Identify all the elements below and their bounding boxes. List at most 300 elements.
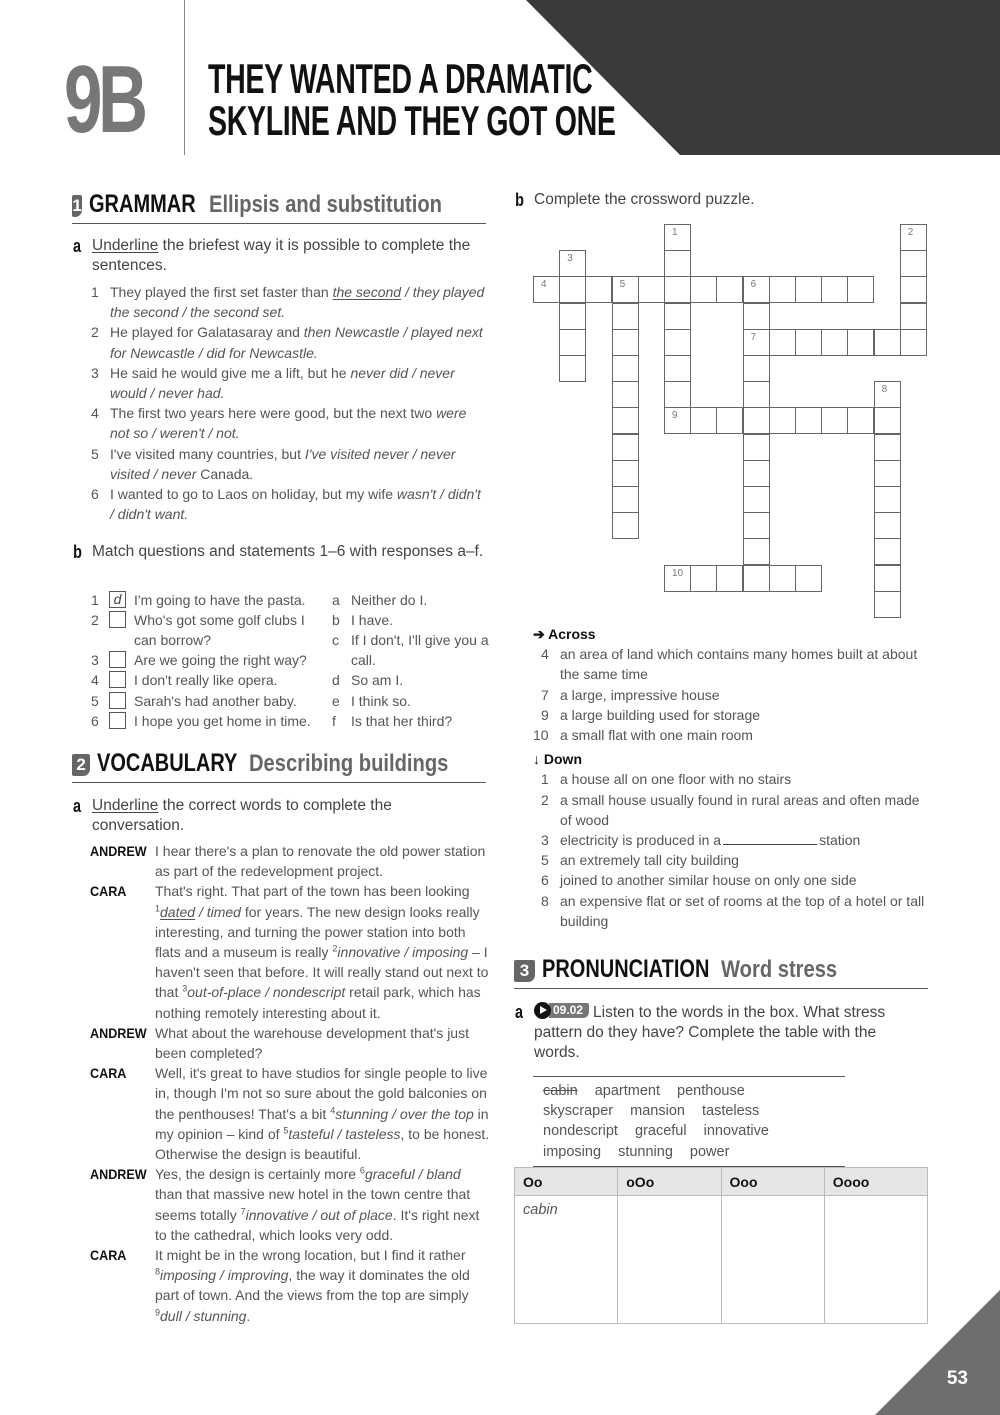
clue-number: 2 <box>907 227 914 238</box>
crossword-cell[interactable] <box>900 303 927 330</box>
crossword-cell[interactable] <box>874 460 901 487</box>
matching-question <box>91 670 326 690</box>
answer-options[interactable]: were not so / weren't / not. <box>110 405 467 442</box>
gap-number: 5 <box>283 1125 289 1136</box>
section-subtitle: Ellipsis and substitution <box>208 191 442 218</box>
answer-options[interactable]: then Newcastle / played next for Newcastle / did for Newcastle. <box>110 324 483 361</box>
crossword-cell[interactable] <box>769 565 796 592</box>
across-heading <box>533 624 933 644</box>
answer-box[interactable] <box>109 671 126 688</box>
speaker-name: ANDREW <box>90 843 147 859</box>
crossword-cell[interactable] <box>664 565 691 592</box>
matching-response <box>332 711 492 731</box>
answer-options[interactable]: never did / never would / never had. <box>110 364 455 402</box>
dialogue-text: Yes, the design is certainly more $^6$graceful / bland than that massive new hotel in the town centre that seems totally $^7$innovative / out of place. It's right next to the cathedral, which looks very odd. <box>155 1165 480 1243</box>
answer-options[interactable]: wasn't / didn't / didn't want. <box>110 486 481 523</box>
clue-text: an expensive flat or set of rooms at the top of a hotel or tall building <box>560 892 925 929</box>
crossword-cell[interactable] <box>559 250 586 277</box>
speaker-name: CARA <box>90 1065 127 1082</box>
crossword-cell[interactable] <box>664 303 691 330</box>
crossword-cell[interactable] <box>690 565 717 592</box>
clue-text-end: station <box>819 832 861 849</box>
word-box-item: imposing <box>543 1143 602 1160</box>
crossword-cell[interactable] <box>612 407 639 434</box>
question-text: Who's got some golf clubs I can borrow? <box>134 612 305 649</box>
grammar-items-list <box>91 282 486 524</box>
crossword-cell[interactable] <box>716 407 743 434</box>
dialogue-line <box>90 1023 490 1063</box>
word-option[interactable]: stunning <box>335 1105 389 1122</box>
clue-text: an extremely tall city building <box>560 852 739 869</box>
crossword-cell[interactable] <box>743 434 770 461</box>
word-box-item: skyscraper <box>543 1103 614 1120</box>
crossword-cell[interactable] <box>900 329 927 356</box>
clue-text: an area of land which contains many homes built at about the same time <box>560 646 918 683</box>
gap-number: 9 <box>155 1307 161 1318</box>
option-separator: / <box>414 1166 427 1183</box>
down-heading <box>533 749 933 769</box>
response-text: I have. <box>351 612 394 629</box>
option-separator: / <box>261 984 273 1001</box>
item-number: 4 <box>91 405 99 422</box>
word-option[interactable]: graceful <box>364 1166 415 1183</box>
section-2-header <box>72 749 486 783</box>
crossword-cell[interactable] <box>769 329 796 356</box>
word-box-item: stunning <box>618 1143 673 1160</box>
matching-question <box>91 650 326 670</box>
conversation <box>90 841 490 1326</box>
item-text: I wanted to go to Laos on holiday, but my wife <box>110 486 397 503</box>
clue-item <box>533 830 933 850</box>
item-number: 5 <box>91 693 99 709</box>
crossword-cell[interactable] <box>612 276 639 303</box>
word-option[interactable]: tasteless <box>345 1125 401 1142</box>
question-text: I'm going to have the pasta. <box>134 592 306 609</box>
word-box-item: nondescript <box>543 1123 618 1140</box>
response-text: So am I. <box>351 672 404 689</box>
crossword-cell[interactable] <box>664 329 691 356</box>
clue-item <box>533 725 933 745</box>
section-subtitle: Describing buildings <box>248 750 449 777</box>
crossword-cell[interactable] <box>559 303 586 330</box>
section-number-badge: 2 <box>72 754 90 776</box>
word-box-item: innovative <box>703 1123 769 1140</box>
crossword-cell[interactable] <box>743 565 770 592</box>
response-text: Is that her third? <box>351 713 453 730</box>
section-3-header <box>514 955 928 989</box>
clue-item <box>533 790 933 830</box>
crossword-cell[interactable] <box>743 381 770 408</box>
crossword-cell[interactable] <box>795 565 822 592</box>
word-box <box>533 1076 845 1167</box>
response-text: Neither do I. <box>351 592 428 609</box>
word-option[interactable]: dull <box>160 1307 182 1324</box>
crossword-cell[interactable] <box>795 329 822 356</box>
task-letter: a <box>515 1002 524 1022</box>
crossword-cell[interactable] <box>559 329 586 356</box>
table-cell[interactable]: cabin <box>515 1196 618 1324</box>
crossword-cell[interactable] <box>795 276 822 303</box>
title-line-2: SKYLINE AND THEY GOT ONE <box>208 97 616 144</box>
crossword-cell[interactable] <box>664 407 691 434</box>
grammar-item <box>91 403 486 443</box>
gap-number: 1 <box>155 902 161 913</box>
pronunciation-task-a-instruction <box>514 1002 894 1064</box>
audio-track-button[interactable] <box>534 1002 589 1019</box>
dialogue-text: That's right. That part of the town has been looking $^1$dated / timed for years. The new design looks really interesting, and turning the power station into both flats and a museum is really $^2$innovative / imposing – I haven't seen that before. It will really stand out next to that $^3$out-of-place / nondescript retail park, which has nothing remotely interesting about it. <box>155 883 489 1021</box>
gap-number: 8 <box>155 1266 161 1277</box>
crossword-cell[interactable] <box>743 460 770 487</box>
column-header: oOo <box>618 1168 721 1196</box>
crossword-cell[interactable] <box>612 460 639 487</box>
crossword-cell[interactable] <box>743 303 770 330</box>
crossword-cell[interactable] <box>900 224 927 251</box>
clue-number: 2 <box>541 791 549 808</box>
question-text: I hope you get home in time. <box>134 713 311 730</box>
answer-box[interactable] <box>109 651 126 668</box>
section-subtitle: Word stress <box>721 956 838 983</box>
dialogue-text: Well, it's great to have studios for single people to live in, though I'm not so sure about the gold balconies on the penthouses! That's a bit $^4$stunning / over the top in my opinion – kind of $^5$tasteful / tasteless, to be honest. Otherwise the design is beautiful. <box>155 1065 490 1163</box>
task-letter: a <box>73 796 82 816</box>
item-number: 3 <box>91 364 99 381</box>
item-number: 6 <box>91 486 99 503</box>
word-option[interactable]: dated <box>160 903 196 920</box>
crossword-cell[interactable] <box>900 250 927 277</box>
task-letter: b <box>73 542 82 562</box>
column-header: Oooo <box>824 1168 927 1196</box>
crossword-cell[interactable] <box>821 407 848 434</box>
crossword-cell[interactable] <box>874 538 901 565</box>
task-letter: b <box>515 190 524 210</box>
word-option[interactable]: out of place <box>320 1206 393 1223</box>
dialogue-text: It might be in the wrong location, but I find it rather $^8$imposing / improving, the way it dominates the old part of town. And the views from the top are simply $^9$dull / stunning. <box>155 1247 470 1324</box>
clue-item <box>533 850 933 870</box>
crossword-cell[interactable] <box>612 381 639 408</box>
word-option[interactable]: imposing <box>160 1267 217 1284</box>
clue-number: 5 <box>541 852 549 869</box>
item-number: 5 <box>91 445 99 462</box>
question-text: I don't really like opera. <box>134 672 278 689</box>
crossword-cell[interactable] <box>769 407 796 434</box>
clue-number: 6 <box>541 872 549 889</box>
section-title: VOCABULARY <box>97 749 238 777</box>
dialogue-text: I hear there's a plan to renovate the old power station as part of the redevelopment project. <box>155 843 486 880</box>
instruction-text: the briefest way it is possible to complete the sentences. <box>92 237 471 275</box>
word-box-item: cabin <box>543 1083 578 1099</box>
crossword-cell[interactable] <box>821 276 848 303</box>
stress-pattern-table <box>514 1167 928 1324</box>
crossword-cell[interactable] <box>874 512 901 539</box>
grammar-item <box>91 363 486 403</box>
audio-track-number: 09.02 <box>549 1003 589 1018</box>
instruction-text: the correct words to complete the conversation. <box>92 797 392 835</box>
dialogue-line <box>90 881 490 1022</box>
gap-number: 2 <box>332 943 338 954</box>
word-box-item: power <box>689 1143 730 1160</box>
underlined-answer: the second <box>332 284 402 300</box>
column-header: Oo <box>515 1168 618 1196</box>
clue-item <box>533 769 933 789</box>
crossword-cell[interactable] <box>847 407 874 434</box>
column-header: Ooo <box>721 1168 824 1196</box>
clue-text: a house all on one floor with no stairs <box>560 771 792 788</box>
clue-number: 10 <box>672 567 684 579</box>
gap-number: 4 <box>330 1104 336 1115</box>
matching-question <box>91 691 326 711</box>
matching-question <box>91 590 326 610</box>
clue-item <box>533 705 933 725</box>
crossword-cell[interactable] <box>874 591 901 618</box>
crossword-cell[interactable] <box>874 407 901 434</box>
matching-response <box>332 630 492 670</box>
crossword-cell[interactable] <box>716 565 743 592</box>
clue-number: 5 <box>619 279 626 291</box>
matching-response <box>332 670 492 690</box>
item-number: 3 <box>91 652 99 668</box>
item-text: He said he would give me a lift, but he <box>110 364 351 381</box>
item-number: 1 <box>91 284 99 300</box>
response-text: If I don't, I'll give you a call. <box>351 632 489 669</box>
item-number: 2 <box>91 324 99 341</box>
item-text-end: Canada. <box>196 465 254 482</box>
word-box-item: graceful <box>635 1123 687 1140</box>
word-box-item: penthouse <box>677 1083 745 1099</box>
crossword-cell[interactable] <box>612 434 639 461</box>
answer-box[interactable] <box>109 611 126 628</box>
response-letter: c <box>332 632 339 648</box>
crossword-clues <box>533 624 933 931</box>
clue-number: 6 <box>750 279 757 291</box>
clue-text: joined to another similar house on only one side <box>560 872 857 889</box>
item-number: 1 <box>91 592 99 608</box>
crossword-cell[interactable] <box>559 355 586 382</box>
instruction-text: Complete the crossword puzzle. <box>534 191 755 208</box>
clue-text: a small flat with one main room <box>560 727 753 744</box>
dialogue-text: What about the warehouse development that's just been completed? <box>155 1024 469 1062</box>
answer-box[interactable] <box>109 712 126 729</box>
across-label: Across <box>548 626 596 642</box>
grammar-item <box>91 444 486 484</box>
crossword-cell[interactable] <box>716 276 743 303</box>
crossword-cell[interactable] <box>743 538 770 565</box>
header-divider <box>184 0 185 155</box>
crossword-cell[interactable] <box>874 486 901 513</box>
crossword-cell[interactable] <box>743 355 770 382</box>
option-separator: / <box>388 1105 400 1122</box>
crossword-cell[interactable] <box>612 303 639 330</box>
crossword-cell[interactable] <box>769 276 796 303</box>
response-letter: a <box>332 592 340 608</box>
down-clues <box>533 769 933 931</box>
section-1-header <box>72 190 486 224</box>
clue-number: 10 <box>533 727 549 744</box>
clue-text: a small house usually found in rural areas and often made of wood <box>560 791 920 828</box>
clue-number: 4 <box>541 646 549 663</box>
clue-item <box>533 685 933 705</box>
crossword-cell[interactable] <box>559 276 586 303</box>
response-text: I think so. <box>351 693 411 710</box>
response-letter: f <box>332 713 336 729</box>
answer-blank <box>723 844 817 845</box>
dialogue-line <box>90 1245 490 1326</box>
arrow-right-icon: ➔ <box>533 626 545 642</box>
crossword-cell[interactable] <box>847 329 874 356</box>
crossword-cell[interactable] <box>874 434 901 461</box>
crossword-cell[interactable] <box>743 329 770 356</box>
clue-item <box>533 644 933 684</box>
dialogue-line <box>90 1164 490 1245</box>
clue-text: electricity is produced in a <box>560 832 722 849</box>
grammar-item <box>91 484 486 524</box>
speaker-name: CARA <box>90 883 127 900</box>
crossword-cell[interactable] <box>612 355 639 382</box>
dialogue-line <box>90 1063 490 1164</box>
crossword-cell[interactable] <box>664 276 691 303</box>
crossword-cell[interactable] <box>664 381 691 408</box>
crossword-cell[interactable] <box>533 276 560 303</box>
option-separator: / <box>308 1206 321 1223</box>
response-letter: d <box>332 672 340 688</box>
crossword-cell[interactable] <box>612 512 639 539</box>
task-letter: a <box>73 236 82 256</box>
clue-number: 8 <box>541 892 549 909</box>
word-option[interactable]: innovative <box>337 944 401 961</box>
word-option[interactable]: timed <box>206 903 241 920</box>
section-number-badge: 1 <box>72 196 82 215</box>
clue-text: a large building used for storage <box>560 706 761 723</box>
answer-options[interactable]: / they played the second / the second set. <box>110 284 485 321</box>
question-text: Sarah's had another baby. <box>134 693 297 710</box>
clue-text: a large, impressive house <box>560 686 720 703</box>
page-corner <box>875 1290 1000 1415</box>
clue-number: 1 <box>541 771 549 788</box>
option-separator: / <box>400 944 413 961</box>
gap-number: 7 <box>240 1206 246 1216</box>
grammar-item <box>91 322 486 362</box>
word-option[interactable]: over the top <box>399 1105 474 1122</box>
crossword-cell[interactable] <box>874 329 901 356</box>
word-option[interactable]: bland <box>426 1166 461 1183</box>
grammar-task-a-instruction <box>72 236 486 276</box>
answer-box[interactable] <box>109 692 126 709</box>
gap-number: 3 <box>182 983 188 994</box>
grammar-item <box>91 282 486 322</box>
vocabulary-task-a-instruction <box>72 796 486 836</box>
crossword-cell[interactable] <box>874 565 901 592</box>
crossword-cell[interactable] <box>664 250 691 277</box>
word-option[interactable]: stunning <box>193 1307 247 1324</box>
instruction-text: Listen to the words in the box. What stress pattern do they have? Complete the table with the words. <box>534 1004 886 1062</box>
option-separator: / <box>181 1307 194 1324</box>
unit-code: 9B <box>64 46 144 153</box>
crossword-cell[interactable] <box>664 355 691 382</box>
speaker-name: ANDREW <box>90 1024 147 1041</box>
title-line-1: THEY WANTED A DRAMATIC <box>208 55 593 102</box>
clue-number: 1 <box>672 227 678 238</box>
response-letter: e <box>332 693 340 709</box>
vocabulary-task-b-instruction <box>514 190 934 210</box>
crossword-cell[interactable] <box>612 486 639 513</box>
clue-number: 3 <box>541 832 549 849</box>
dialogue-line <box>90 841 490 881</box>
crossword-cell[interactable] <box>585 276 612 303</box>
clue-item <box>533 891 933 931</box>
crossword-cell[interactable] <box>638 276 665 303</box>
word-box-item: mansion <box>630 1103 685 1120</box>
arrow-down-icon: ↓ <box>533 751 540 768</box>
crossword-cell[interactable] <box>612 329 639 356</box>
crossword-cell[interactable] <box>690 407 717 434</box>
item-text: He played for Galatasaray and <box>110 324 304 341</box>
crossword-cell[interactable] <box>743 407 770 434</box>
crossword-cell[interactable] <box>690 276 717 303</box>
crossword-cell[interactable] <box>900 276 927 303</box>
clue-number: 9 <box>541 706 549 723</box>
word-option[interactable]: imposing <box>412 944 469 961</box>
down-label: Down <box>543 751 582 768</box>
answer-options[interactable]: I've visited never / never visited / never <box>110 445 456 482</box>
underline-keyword: Underline <box>92 237 159 254</box>
option-separator: / <box>216 1267 228 1284</box>
speaker-name: CARA <box>90 1247 127 1264</box>
item-number: 6 <box>91 713 99 729</box>
word-option[interactable]: innovative <box>245 1206 309 1223</box>
table-row <box>515 1196 928 1324</box>
option-separator: / <box>195 903 207 920</box>
item-text: The first two years here were good, but the next two <box>110 405 437 422</box>
word-option[interactable]: tasteful <box>288 1125 334 1142</box>
crossword-cell[interactable] <box>664 224 691 251</box>
clue-item <box>533 870 933 890</box>
answer-box[interactable]: d <box>109 591 126 608</box>
across-clues <box>533 644 933 745</box>
page-number: 53 <box>946 1368 968 1389</box>
matching-response <box>332 590 492 610</box>
grammar-task-b-instruction <box>72 542 486 562</box>
item-number: 2 <box>91 612 99 628</box>
crossword-cell[interactable] <box>874 381 901 408</box>
clue-number: 3 <box>567 253 573 265</box>
section-title: PRONUNCIATION <box>542 955 710 983</box>
crossword-cell[interactable] <box>743 512 770 539</box>
word-option[interactable]: nondescript <box>272 984 346 1001</box>
table-cell[interactable] <box>618 1196 721 1324</box>
crossword-cell[interactable] <box>821 329 848 356</box>
word-box-item: tasteless <box>701 1103 760 1120</box>
clue-number: 8 <box>881 384 888 396</box>
table-cell[interactable] <box>721 1196 824 1324</box>
crossword-cell[interactable] <box>795 407 822 434</box>
instruction-text: Match questions and statements 1–6 with responses a–f. <box>92 543 484 560</box>
table-header-row <box>515 1168 928 1196</box>
word-option[interactable]: out-of-place <box>187 984 262 1001</box>
response-letter: b <box>332 612 340 628</box>
word-option[interactable]: improving <box>227 1267 289 1284</box>
crossword-cell[interactable] <box>847 276 874 303</box>
item-number: 4 <box>91 672 99 688</box>
underline-keyword: Underline <box>92 797 159 814</box>
clue-number: 9 <box>672 410 678 422</box>
matching-response <box>332 610 492 630</box>
gap-number: 6 <box>359 1165 365 1176</box>
word-box-item: apartment <box>594 1083 660 1099</box>
section-number-badge: 3 <box>514 960 535 982</box>
crossword-cell[interactable] <box>743 486 770 513</box>
option-separator: / <box>333 1125 346 1142</box>
speaker-name: ANDREW <box>90 1166 147 1183</box>
crossword-cell[interactable] <box>743 276 770 303</box>
question-text: Are we going the right way? <box>134 652 307 669</box>
